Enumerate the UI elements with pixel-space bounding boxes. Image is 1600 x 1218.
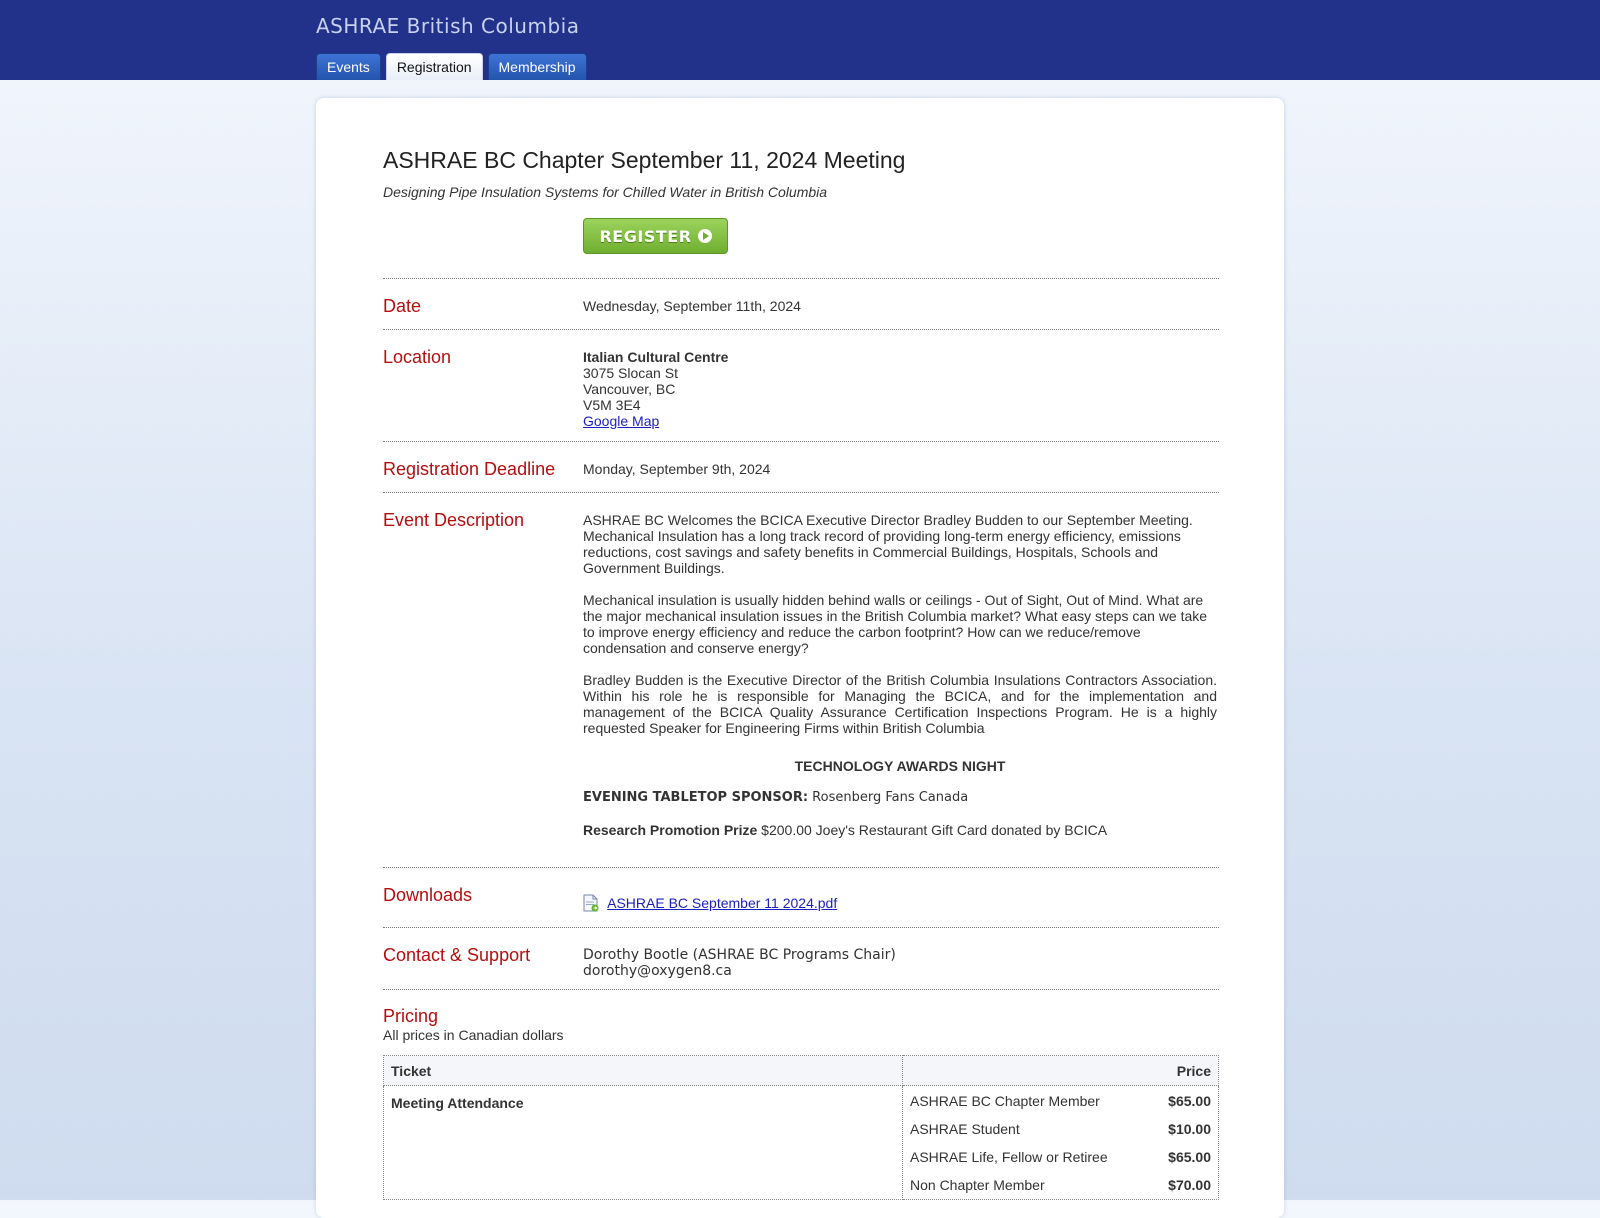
price-item <box>903 1115 1218 1143</box>
price-item-name: ASHRAE Life, Fellow or Retiree <box>910 1149 1108 1165</box>
description-label: Event Description <box>383 510 525 530</box>
pricing-section <box>383 989 1219 1200</box>
register-button-label: REGISTER <box>599 226 692 246</box>
pricing-note: All prices in Canadian dollars <box>383 1027 564 1043</box>
site-title[interactable]: ASHRAE British Columbia <box>316 14 580 38</box>
description-paragraph: Bradley Budden is the Executive Director of the British Columbia Insulations Contractors Association. Within his role he is responsible for Managing the BCICA, and for the implementation and management of the BCICA Quality Assurance Certification Inspections Program. He is a highly requested Speaker for Engineering Firms within British Columbia <box>583 672 1217 736</box>
tab-registration[interactable]: Registration <box>386 53 483 80</box>
location-row <box>383 329 1219 441</box>
downloads-row <box>383 867 1219 927</box>
tab-events[interactable]: Events <box>316 53 381 80</box>
content-panel <box>316 98 1284 1218</box>
sponsor-value: Rosenberg Fans Canada <box>812 790 969 805</box>
pricing-title: Pricing <box>383 1006 439 1026</box>
price-item <box>903 1171 1218 1199</box>
play-icon <box>698 229 712 243</box>
document-icon <box>583 894 599 912</box>
awards-title: TECHNOLOGY AWARDS NIGHT <box>794 758 1006 774</box>
event-subtitle: Designing Pipe Insulation Systems for Chilled Water in British Columbia <box>383 184 828 200</box>
price-item-name: ASHRAE BC Chapter Member <box>910 1093 1100 1109</box>
table-row <box>384 1086 1219 1200</box>
download-file-link[interactable]: ASHRAE BC September 11 2024.pdf <box>607 895 838 911</box>
pricing-table <box>383 1055 1219 1200</box>
price-item-amount: $10.00 <box>1168 1121 1211 1137</box>
price-item-name: Non Chapter Member <box>910 1177 1045 1193</box>
price-column-header: Price <box>903 1056 1219 1086</box>
page-title: ASHRAE BC Chapter September 11, 2024 Meeting <box>383 147 906 173</box>
venue-postal: V5M 3E4 <box>583 397 641 413</box>
deadline-row <box>383 441 1219 492</box>
prize-label: Research Promotion Prize <box>583 822 758 838</box>
contact-name: Dorothy Bootle (ASHRAE BC Programs Chair) <box>583 947 896 963</box>
date-label: Date <box>383 296 422 316</box>
price-item-amount: $65.00 <box>1168 1149 1211 1165</box>
description-paragraph: Mechanical insulation is usually hidden behind walls or ceilings - Out of Sight, Out of Mind. What are the major mechanical insulation issues in the British Columbia market? What easy steps can we take to improve energy efficiency and reduce the carbon footprint? How can we reduce/remove condensation and conserve energy? <box>583 592 1208 656</box>
location-label: Location <box>383 347 452 367</box>
date-value: Wednesday, September 11th, 2024 <box>583 298 801 314</box>
downloads-label: Downloads <box>383 885 473 905</box>
venue-street: 3075 Slocan St <box>583 365 678 381</box>
deadline-label: Registration Deadline <box>383 459 556 479</box>
google-map-link[interactable]: Google Map <box>583 413 660 429</box>
event-details <box>383 146 1219 1200</box>
venue-city: Vancouver, BC <box>583 381 676 397</box>
description-paragraph: ASHRAE BC Welcomes the BCICA Executive Director Bradley Budden to our September Meeting. Mechanical Insulation has a long track record of providing long-term energy efficiency, emissions reductions, cost savings and safety benefits in Commercial Buildings, Hospitals, Schools and Government Buildings. <box>583 512 1193 576</box>
price-item <box>903 1087 1218 1115</box>
price-item-amount: $65.00 <box>1168 1093 1211 1109</box>
ticket-column-header: Ticket <box>384 1056 903 1086</box>
deadline-value: Monday, September 9th, 2024 <box>583 461 771 477</box>
contact-label: Contact & Support <box>383 945 531 965</box>
venue-name: Italian Cultural Centre <box>583 349 729 365</box>
price-item-amount: $70.00 <box>1168 1177 1211 1193</box>
contact-email: dorothy@oxygen8.ca <box>583 963 732 979</box>
price-item-name: ASHRAE Student <box>910 1121 1020 1137</box>
tab-membership[interactable]: Membership <box>488 53 587 80</box>
register-button[interactable] <box>583 218 728 254</box>
ticket-name: Meeting Attendance <box>384 1086 903 1200</box>
prize-value: $200.00 Joey's Restaurant Gift Card donated by BCICA <box>761 822 1108 838</box>
contact-row <box>383 927 1219 989</box>
main-tabs <box>316 53 587 80</box>
price-item <box>903 1143 1218 1171</box>
header-bar <box>0 0 1600 80</box>
date-row <box>383 278 1219 329</box>
description-row <box>383 492 1219 867</box>
sponsor-label: EVENING TABLETOP SPONSOR: <box>583 790 809 805</box>
